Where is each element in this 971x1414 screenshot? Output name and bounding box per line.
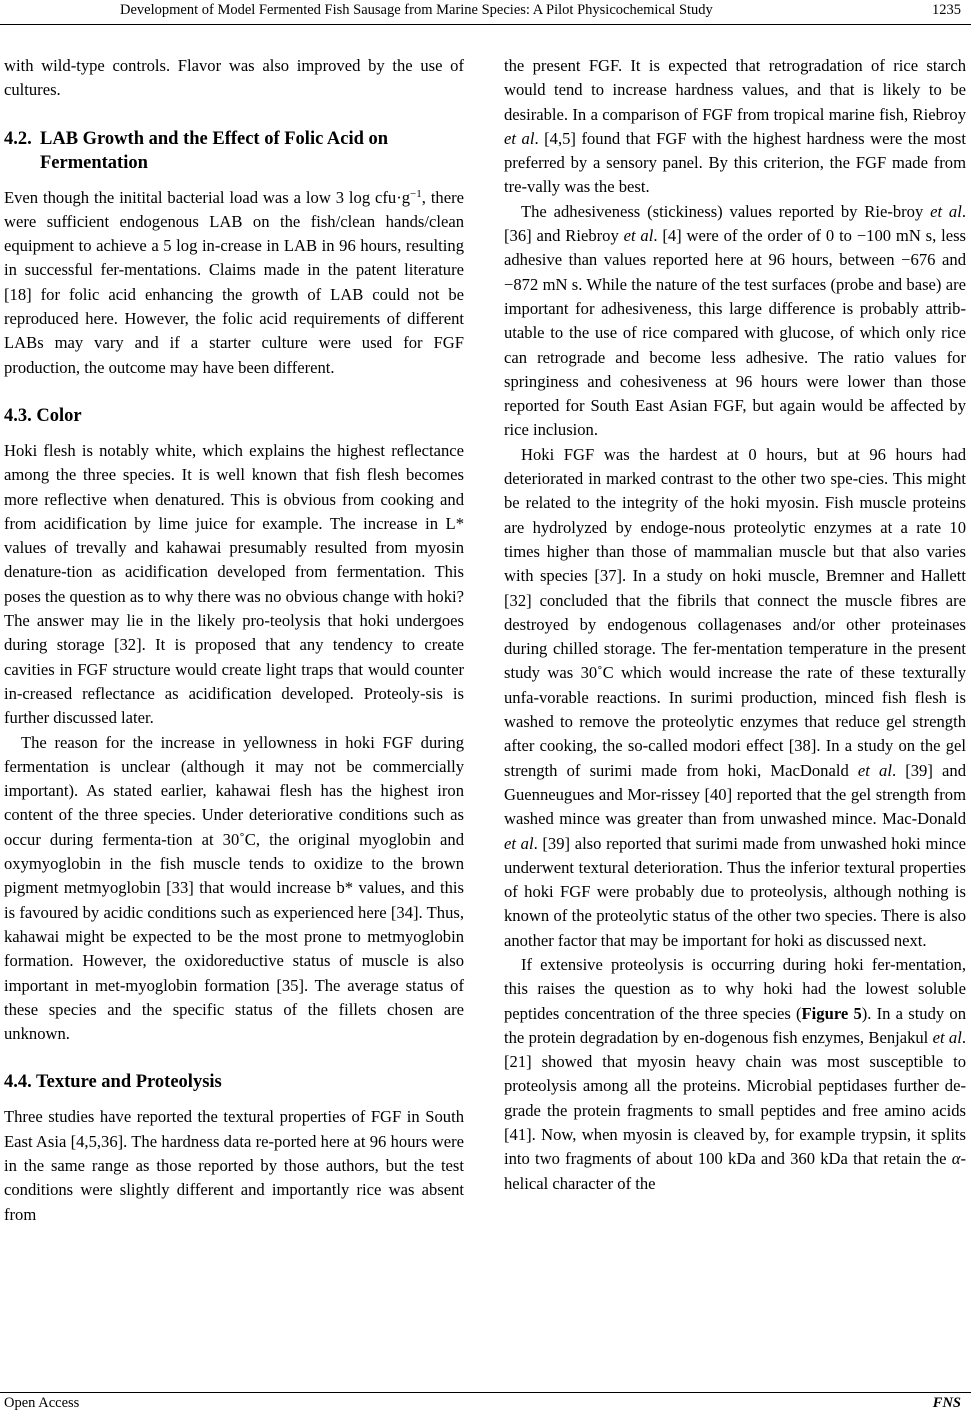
text-span: Hoki FGF was the hardest at 0 hours, but at 96 hours had deteriorated in marked contrast to the other two spe-cies. This might be related to the integrity of the hoki myosin. Fish muscle proteins are hydrolyzed by endoge-nous proteolytic enzymes at a rate 10 times higher than those of mammalian muscle but that also varies with species [37]. In a study on hoki muscle, Bremner and Hallett [32] concluded that the fibrils that connect the muscle fibres are destroyed by endogenous collagenases and/or other proteinases during chilled storage. The fer-mentation temperature in the present study was 30˚C which would increase the rate of these texturally unfa-vorable reactions. In surimi production, minced fish flesh is washed to remove the proteolytic enzymes that reduce gel strength after cooking, the so-called modori effect [38]. In a study on the gel strength of surimi made from hoki, MacDonald <box>504 444 966 780</box>
header-rule <box>0 24 971 25</box>
italic-text: et al <box>623 226 654 246</box>
page-number: 1235 <box>932 2 961 18</box>
paragraph: The reason for the increase in yellowness in hoki FGF during fermentation is unclear (although it may not be commercially important). As stated earlier, kahawai flesh has the highest iron content of the three species. Under deteriorative conditions such as occur during fermenta-tion at 30˚C, the original myoglobin and oxymyoglobin in the fish muscle tends to oxidize to the brown pigment metmyoglobin [33] that would increase b* values, and this is favoured by acidic conditions such as experienced here [34]. Thus, kahawai might be expected to be the most prone to metmyoglobin formation. However, the oxidoreductive status of muscle is also important in met-myoglobin formation [35]. The average status of these species and the specific status of the fillets chosen are unknown. <box>4 732 464 1044</box>
text-span: ). In a study on the protein degradation by en-dogenous fish enzymes, Benjakul <box>504 1003 967 1047</box>
section-title: LAB Growth and the Effect of Folic Acid on Fermentation <box>40 128 389 173</box>
journal-abbreviation: FNS <box>932 1395 961 1411</box>
section-number: 4.2. <box>4 128 32 149</box>
text-span: . [39] also reported that surimi made from unwashed hoki mince underwent textural deterioration. Thus the inferior textural properties of hoki FGF were probably due to proteolysis, although nothing is known of the proteolytic status of the other two species. There is also another factor that may be important for hoki as discussed next. <box>504 833 966 950</box>
section-heading-4-4: 4.4. Texture and Proteolysis <box>4 1072 222 1093</box>
text-span: -helical character of the <box>504 1149 966 1193</box>
running-header <box>0 0 971 22</box>
figure-reference: Figure 5 <box>801 1003 862 1023</box>
left-column <box>4 54 464 1227</box>
text-span: . [4,5] found that FGF with the highest hardness were the most preferred by a sensory panel. By this criterion, the FGF made from tre-vally was the best. <box>504 128 966 197</box>
continued-paragraph: with wild-type controls. Flavor was also improved by the use of cultures. <box>4 56 464 100</box>
continued-paragraph <box>504 54 966 200</box>
text-span: , there were sufficient endogenous LAB on the fish/clean hands/clean equipment to achieve a 5 log in-crease in LAB in 96 hours, resulting in successful fer-mentations. Claims made in the patent literature [18] for folic acid enhancing the growth of LAB could not be reproduced here. However, the folic acid requirements of different LABs may vary and if a starter culture were used for FGF production, the outcome may have been different. <box>4 187 464 377</box>
superscript: −1 <box>410 187 422 200</box>
italic-text: et al <box>504 128 535 148</box>
italic-text: et al <box>932 1027 962 1047</box>
text-span: . [36] and Riebroy <box>504 201 966 246</box>
text-span: If extensive proteolysis is occurring during hoki fer-mentation, this raises the question as to why hoki had the lowest soluble peptides concentration of the three species ( <box>504 954 966 1023</box>
footer-rule <box>0 1392 971 1393</box>
text-span: . [21] showed that myosin heavy chain was most susceptible to proteolysis among all the proteins. Microbial peptidases further de-grade the protein fragments to small peptides and free amino acids [41]. Now, when myosin is cleaved by, for example trypsin, it splits into two fragments of about 100 kDa and 360 kDa that retain the <box>504 1027 966 1169</box>
paragraph: Hoki flesh is notably white, which explains the highest reflectance among the three species. It is well known that fish flesh becomes more reflective when denatured. This is obvious from cooking and from acidification by lime juice for example. The increase in L* values of trevally and kahawai presumably resulted from myosin denature-tion as acidification developed from fermentation. This poses the question as to why there was no obvious change with hoki? The answer may lie in the likely pro-teolysis that hoki undergoes during storage [32]. It is proposed that any tendency to create cavities in FGF structure would create light traps that would counter in-creased reflectance as acidification developed. Proteoly-sis is further discussed later. <box>4 440 464 728</box>
paragraph <box>504 443 966 953</box>
italic-text: et al <box>857 760 892 780</box>
paragraph <box>504 200 966 443</box>
text-span: the present FGF. It is expected that retrogradation of rice starch would tend to increase hardness values, and that is likely to be desirable. In a comparison of FGF from tropical marine fish, Riebroy <box>504 56 966 124</box>
text-span: The adhesiveness (stickiness) values reported by Rie-broy <box>521 201 931 221</box>
text-span: . [39] and Guenneugues and Mor-rissey [40] reported that the gel strength from washed mince was greater than from unwashed mince. Mac-Donald <box>504 760 966 829</box>
text-span: . [4] were of the order of 0 to −100 mN s, less adhesive than values reported here at 96 hours, between −676 and −872 mN s. While the nature of the test surfaces (probe and base) are important for adhesiveness, this large difference is probably attrib-utable to the use of rice compared with glucose, of which only rice can retrograde and become less adhesive. The ratio values for springiness and cohesiveness at 96 hours were lower than those reported for South East Asian FGF, but again would be affected by rice inclusion. <box>504 226 966 440</box>
italic-text: et al <box>930 201 962 221</box>
page-footer <box>0 1394 971 1414</box>
section-heading-4-2 <box>4 127 464 175</box>
paragraph <box>4 186 464 380</box>
footer-open-access: Open Access <box>4 1395 80 1411</box>
paragraph: Three studies have reported the textural properties of FGF in South East Asia [4,5,36]. The hardness data re-ported here at 96 hours were in the same range as those reported by those authors, but the test conditions were slightly different and importantly rice was absent from <box>4 1107 464 1224</box>
text-span: Even though the initital bacterial load was a low 3 log cfu·g <box>4 187 411 207</box>
italic-text: α <box>951 1149 961 1169</box>
section-heading-4-3: 4.3. Color <box>4 405 82 426</box>
right-column <box>504 54 966 1196</box>
running-title: Development of Model Fermented Fish Sausage from Marine Species: A Pilot Physicochemical Study <box>120 2 713 18</box>
italic-text: et al <box>504 833 534 853</box>
paragraph <box>504 953 966 1196</box>
